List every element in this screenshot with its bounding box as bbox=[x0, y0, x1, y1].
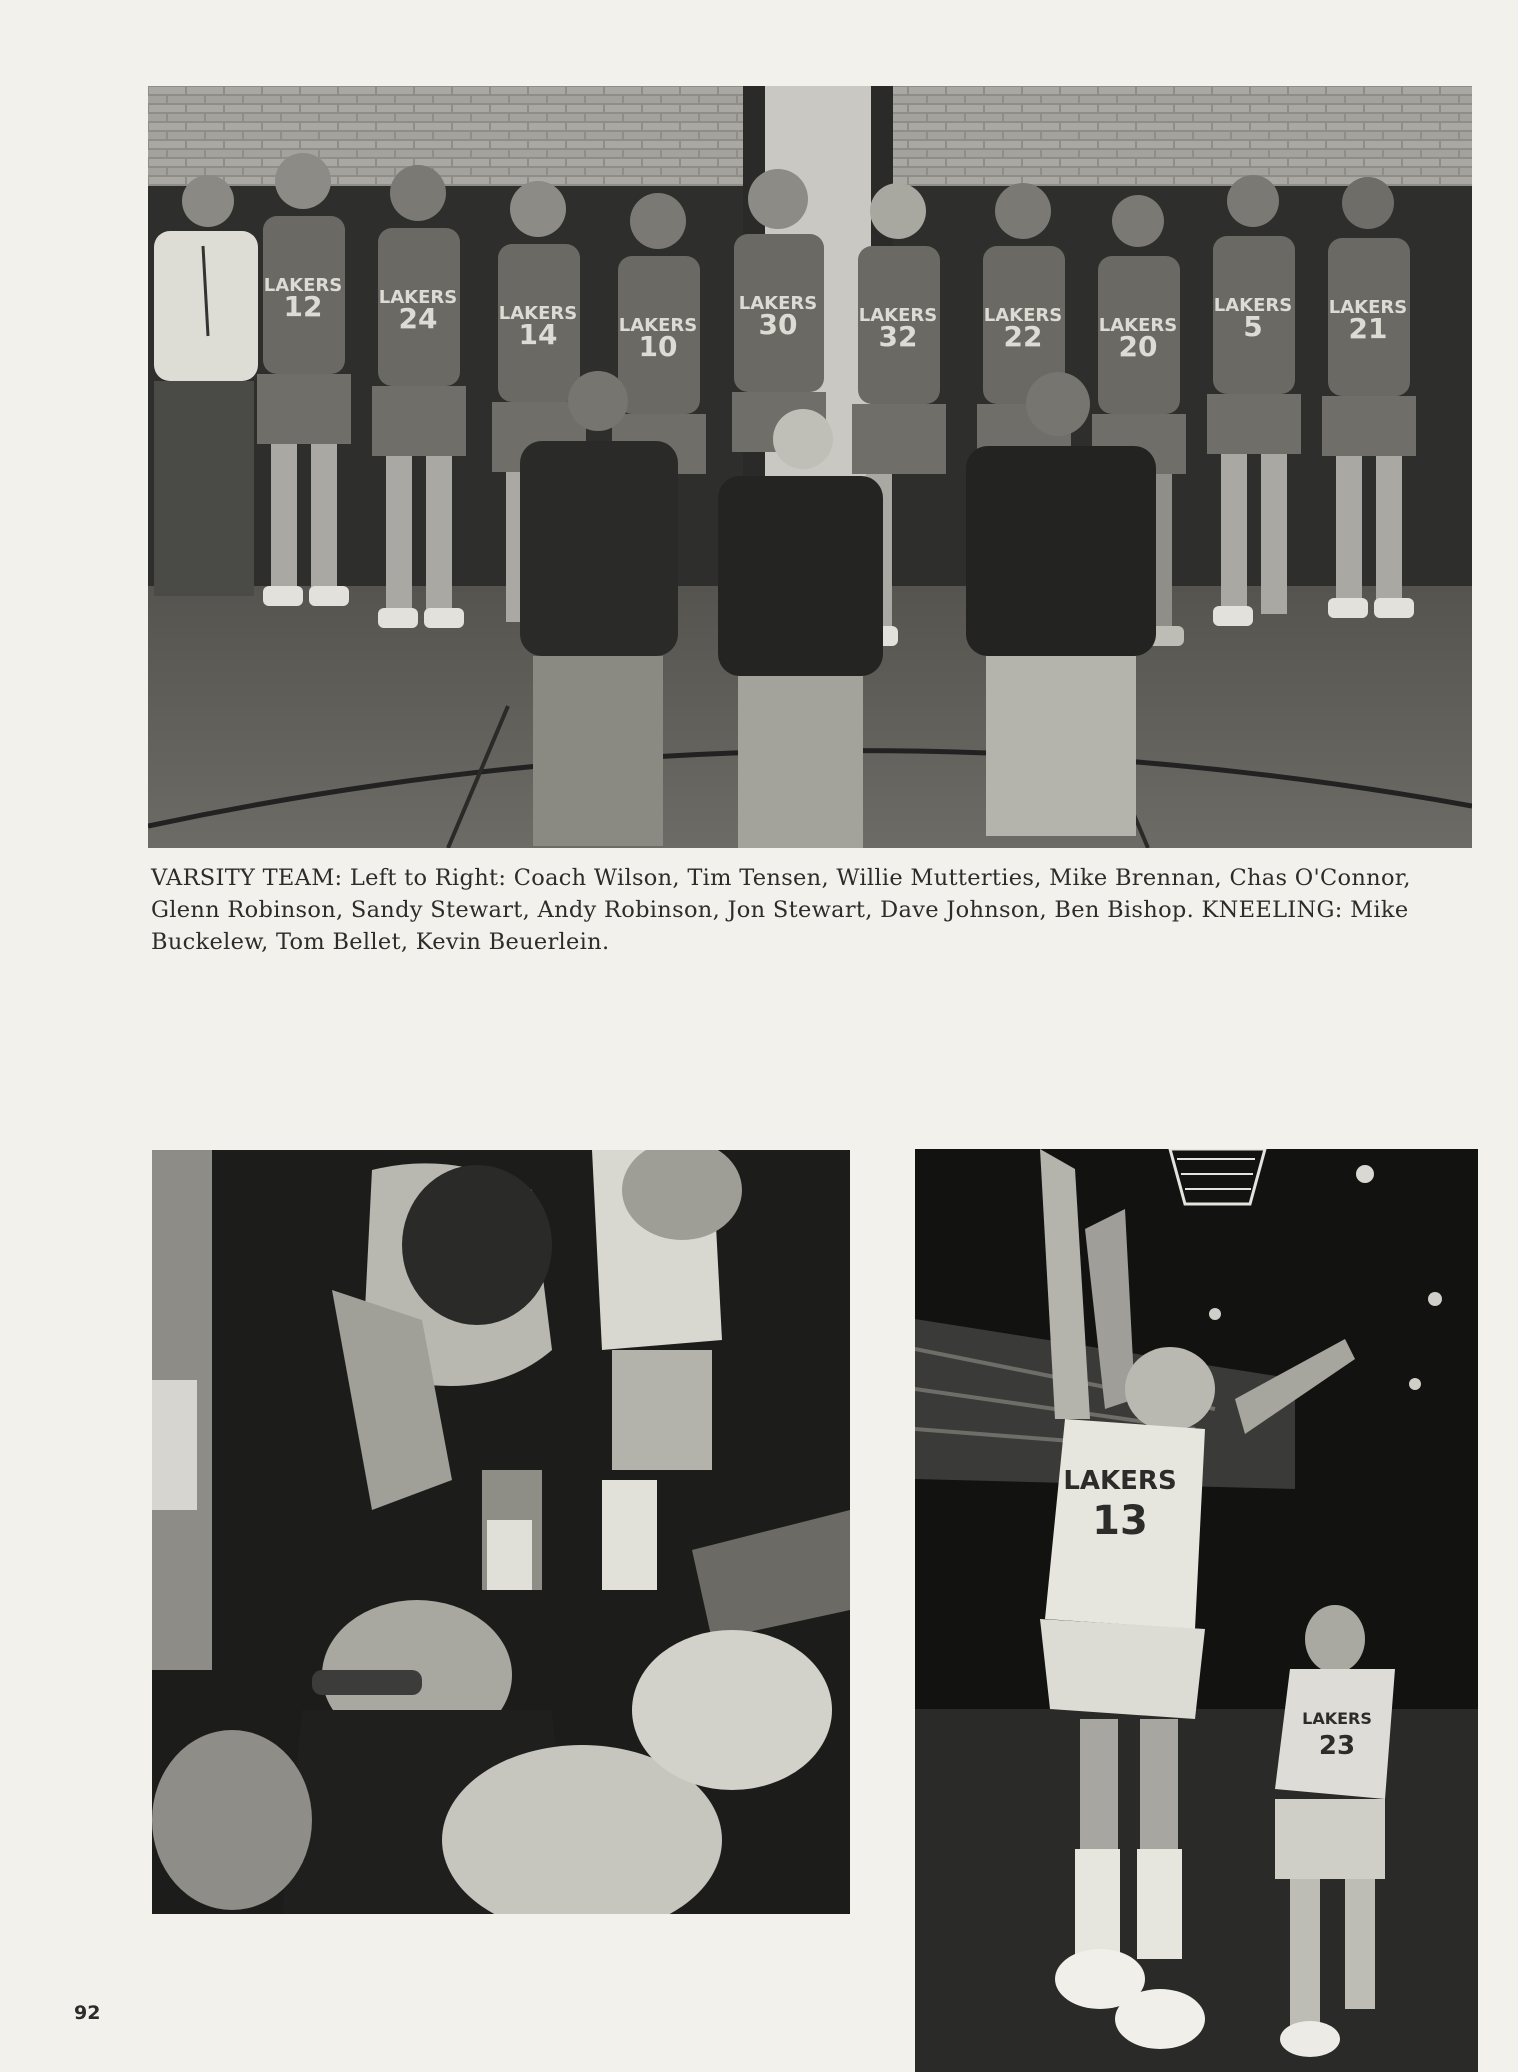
layup-photo-art bbox=[915, 1149, 1478, 2072]
team-caption: VARSITY TEAM: Left to Right: Coach Wilson, Tim Tensen, Willie Mutterties, Mike Brennan, Chas O'Connor, Glenn Robinson, Sandy Stewart, Andy Robinson, Jon Stewart, Dave Johnson, Ben Bishop. KNEELING: Mike Buckelew, Tom Bellet, Kevin Beuerlein. bbox=[151, 865, 1411, 955]
layup-action-photo bbox=[915, 1149, 1478, 2072]
jersey-number: 24 bbox=[398, 302, 438, 335]
jersey-number: 13 bbox=[1092, 1498, 1148, 1544]
jersey-number: 5 bbox=[1243, 310, 1263, 343]
jersey-lakers-text: LAKERS bbox=[738, 293, 818, 314]
jersey-number: 10 bbox=[638, 330, 678, 363]
jersey-number: 12 bbox=[283, 290, 323, 323]
jersey-number: 14 bbox=[518, 318, 558, 351]
team-photo-art bbox=[148, 86, 1472, 848]
jersey-number: 20 bbox=[1118, 330, 1158, 363]
huddle-photo-art bbox=[152, 1150, 850, 1914]
jersey-lakers-text: LAKERS bbox=[1328, 297, 1408, 318]
jersey-number: 30 bbox=[758, 308, 798, 341]
jersey-lakers-text: LAKERS bbox=[498, 303, 578, 324]
jersey-lakers-text: LAKERS bbox=[1213, 295, 1293, 316]
jersey-lakers-text: LAKERS bbox=[1063, 1466, 1177, 1496]
jersey-number: 23 bbox=[1318, 1731, 1356, 1761]
jersey-lakers-text: LAKERS bbox=[618, 315, 698, 336]
jersey-lakers-text: LAKERS bbox=[983, 305, 1063, 326]
jersey-number: 32 bbox=[878, 320, 918, 353]
varsity-team-photo bbox=[148, 86, 1472, 848]
page-number: 92 bbox=[74, 2002, 101, 2024]
jersey-lakers-text: LAKERS bbox=[1098, 315, 1178, 336]
huddle-photo bbox=[152, 1150, 850, 1914]
jersey-number: 22 bbox=[1003, 320, 1043, 353]
jersey-lakers-text: LAKERS bbox=[263, 275, 343, 296]
jersey-lakers-text: LAKERS bbox=[858, 305, 938, 326]
jersey-number: 21 bbox=[1348, 312, 1388, 345]
jersey-lakers-text: LAKERS bbox=[378, 287, 458, 308]
jersey-lakers-text: LAKERS bbox=[1302, 1709, 1372, 1728]
